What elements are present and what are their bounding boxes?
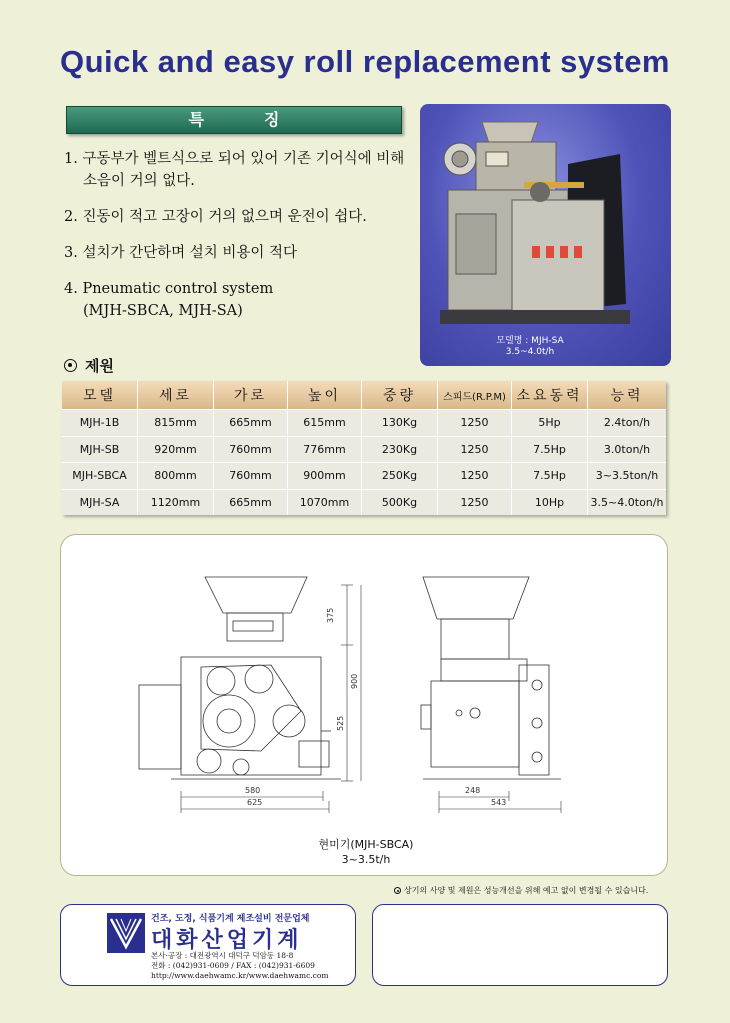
company-name: 대화산업기계	[151, 928, 303, 953]
col-header: 가로	[214, 381, 288, 409]
table-row	[62, 462, 666, 489]
col-header: 중량	[362, 381, 438, 409]
photo-model: 모델명 : MJH-SA	[496, 336, 564, 346]
col-header: 스피드(R.P.M)	[438, 381, 512, 409]
dim-label: 525	[336, 715, 345, 731]
feature-text: Pneumatic control system	[82, 281, 274, 297]
cell: 3~3.5ton/h	[588, 462, 666, 489]
drawing-model: 현미기(MJH-SBCA)	[318, 838, 414, 851]
cell: 920mm	[138, 436, 214, 463]
table-row	[62, 489, 666, 516]
cell: 5Hp	[512, 409, 588, 436]
col-header: 높이	[288, 381, 362, 409]
drawing-capacity: 3~3.5t/h	[341, 853, 391, 866]
cell: 760mm	[214, 436, 288, 463]
cell: 500Kg	[362, 489, 438, 516]
cell: 800mm	[138, 462, 214, 489]
cell: 665mm	[214, 409, 288, 436]
cell: MJH-SA	[62, 489, 138, 516]
company-phone: 전화 : (042)931-0609 / FAX : (042)931-6609	[151, 961, 315, 970]
technical-drawing-panel	[60, 534, 668, 876]
feature-num: 4.	[64, 281, 78, 297]
cell: 3.5~4.0ton/h	[588, 489, 666, 516]
cell: 615mm	[288, 409, 362, 436]
feature-item-2	[64, 206, 414, 228]
cell: 1250	[438, 436, 512, 463]
table-header-row	[62, 381, 666, 409]
feature-text-cont: (MJH-SBCA, MJH-SA)	[83, 303, 243, 319]
cell: 250Kg	[362, 462, 438, 489]
cell: 1120mm	[138, 489, 214, 516]
cell: 3.0ton/h	[588, 436, 666, 463]
machine-illustration	[420, 104, 671, 366]
feature-text: 구동부가 벨트식으로 되어 있어 기존 기어식에 비해	[82, 151, 405, 167]
cell: 7.5Hp	[512, 462, 588, 489]
dim-label: 900	[350, 673, 359, 689]
feature-num: 3.	[64, 245, 78, 261]
company-info-box	[60, 904, 356, 986]
machine-photo	[420, 104, 671, 366]
dim-label: 625	[247, 798, 263, 807]
feature-text: 설치가 간단하며 설치 비용이 적다	[82, 245, 297, 261]
cell: 2.4ton/h	[588, 409, 666, 436]
cell: 1250	[438, 489, 512, 516]
cell: 1250	[438, 409, 512, 436]
company-address: 본사·공장 : 대전광역시 대덕구 덕암동 18-8	[151, 951, 294, 960]
col-header: 소요동력	[512, 381, 588, 409]
table-row	[62, 409, 666, 436]
cell: 130Kg	[362, 409, 438, 436]
spec-title	[64, 355, 114, 376]
cell: 900mm	[288, 462, 362, 489]
dim-label: 580	[245, 786, 261, 795]
feature-num: 2.	[64, 209, 78, 225]
feature-text: 진동이 적고 고장이 거의 없으며 운전이 쉽다.	[82, 209, 367, 225]
page-title: Quick and easy roll replacement system	[60, 44, 670, 79]
col-header: 세로	[138, 381, 214, 409]
company-web: http://www.daehwamc.kr/www.daehwamc.com	[151, 971, 329, 980]
bullet-circle-icon	[394, 887, 401, 894]
dim-label: 375	[326, 607, 335, 623]
features-list	[64, 148, 414, 336]
cell: 665mm	[214, 489, 288, 516]
cell: 776mm	[288, 436, 362, 463]
company-slogan: 건조, 도정, 식품기계 제조설비 전문업체	[151, 914, 310, 924]
col-header: 모델	[62, 381, 138, 409]
cell: 230Kg	[362, 436, 438, 463]
cell: MJH-SBCA	[62, 462, 138, 489]
cell: 815mm	[138, 409, 214, 436]
photo-caption	[420, 336, 640, 358]
drawing-caption	[311, 837, 421, 867]
blank-box	[372, 904, 668, 986]
cell: 760mm	[214, 462, 288, 489]
spec-title-text: 제원	[85, 357, 114, 375]
cell: MJH-SB	[62, 436, 138, 463]
technical-drawing	[61, 535, 669, 835]
cell: 10Hp	[512, 489, 588, 516]
company-logo-icon	[107, 913, 145, 953]
cell: 1250	[438, 462, 512, 489]
features-header: 특징	[66, 106, 402, 134]
feature-text-cont: 소음이 거의 없다.	[83, 173, 195, 189]
table-row	[62, 436, 666, 463]
cell: MJH-1B	[62, 409, 138, 436]
disclaimer-note	[394, 885, 648, 896]
note-text: 상기의 사양 및 제원은 성능개선을 위해 예고 없이 변경될 수 있습니다.	[404, 886, 649, 895]
dim-label: 248	[465, 786, 481, 795]
spec-table	[62, 381, 666, 515]
feature-item-4	[64, 278, 414, 322]
feature-item-3	[64, 242, 414, 264]
col-header: 능력	[588, 381, 666, 409]
feature-num: 1.	[64, 151, 78, 167]
dim-label: 543	[491, 798, 507, 807]
photo-capacity: 3.5~4.0t/h	[505, 347, 555, 357]
cell: 7.5Hp	[512, 436, 588, 463]
bullet-circle-icon	[64, 359, 77, 372]
feature-item-1	[64, 148, 414, 192]
company-contact	[151, 951, 329, 981]
cell: 1070mm	[288, 489, 362, 516]
